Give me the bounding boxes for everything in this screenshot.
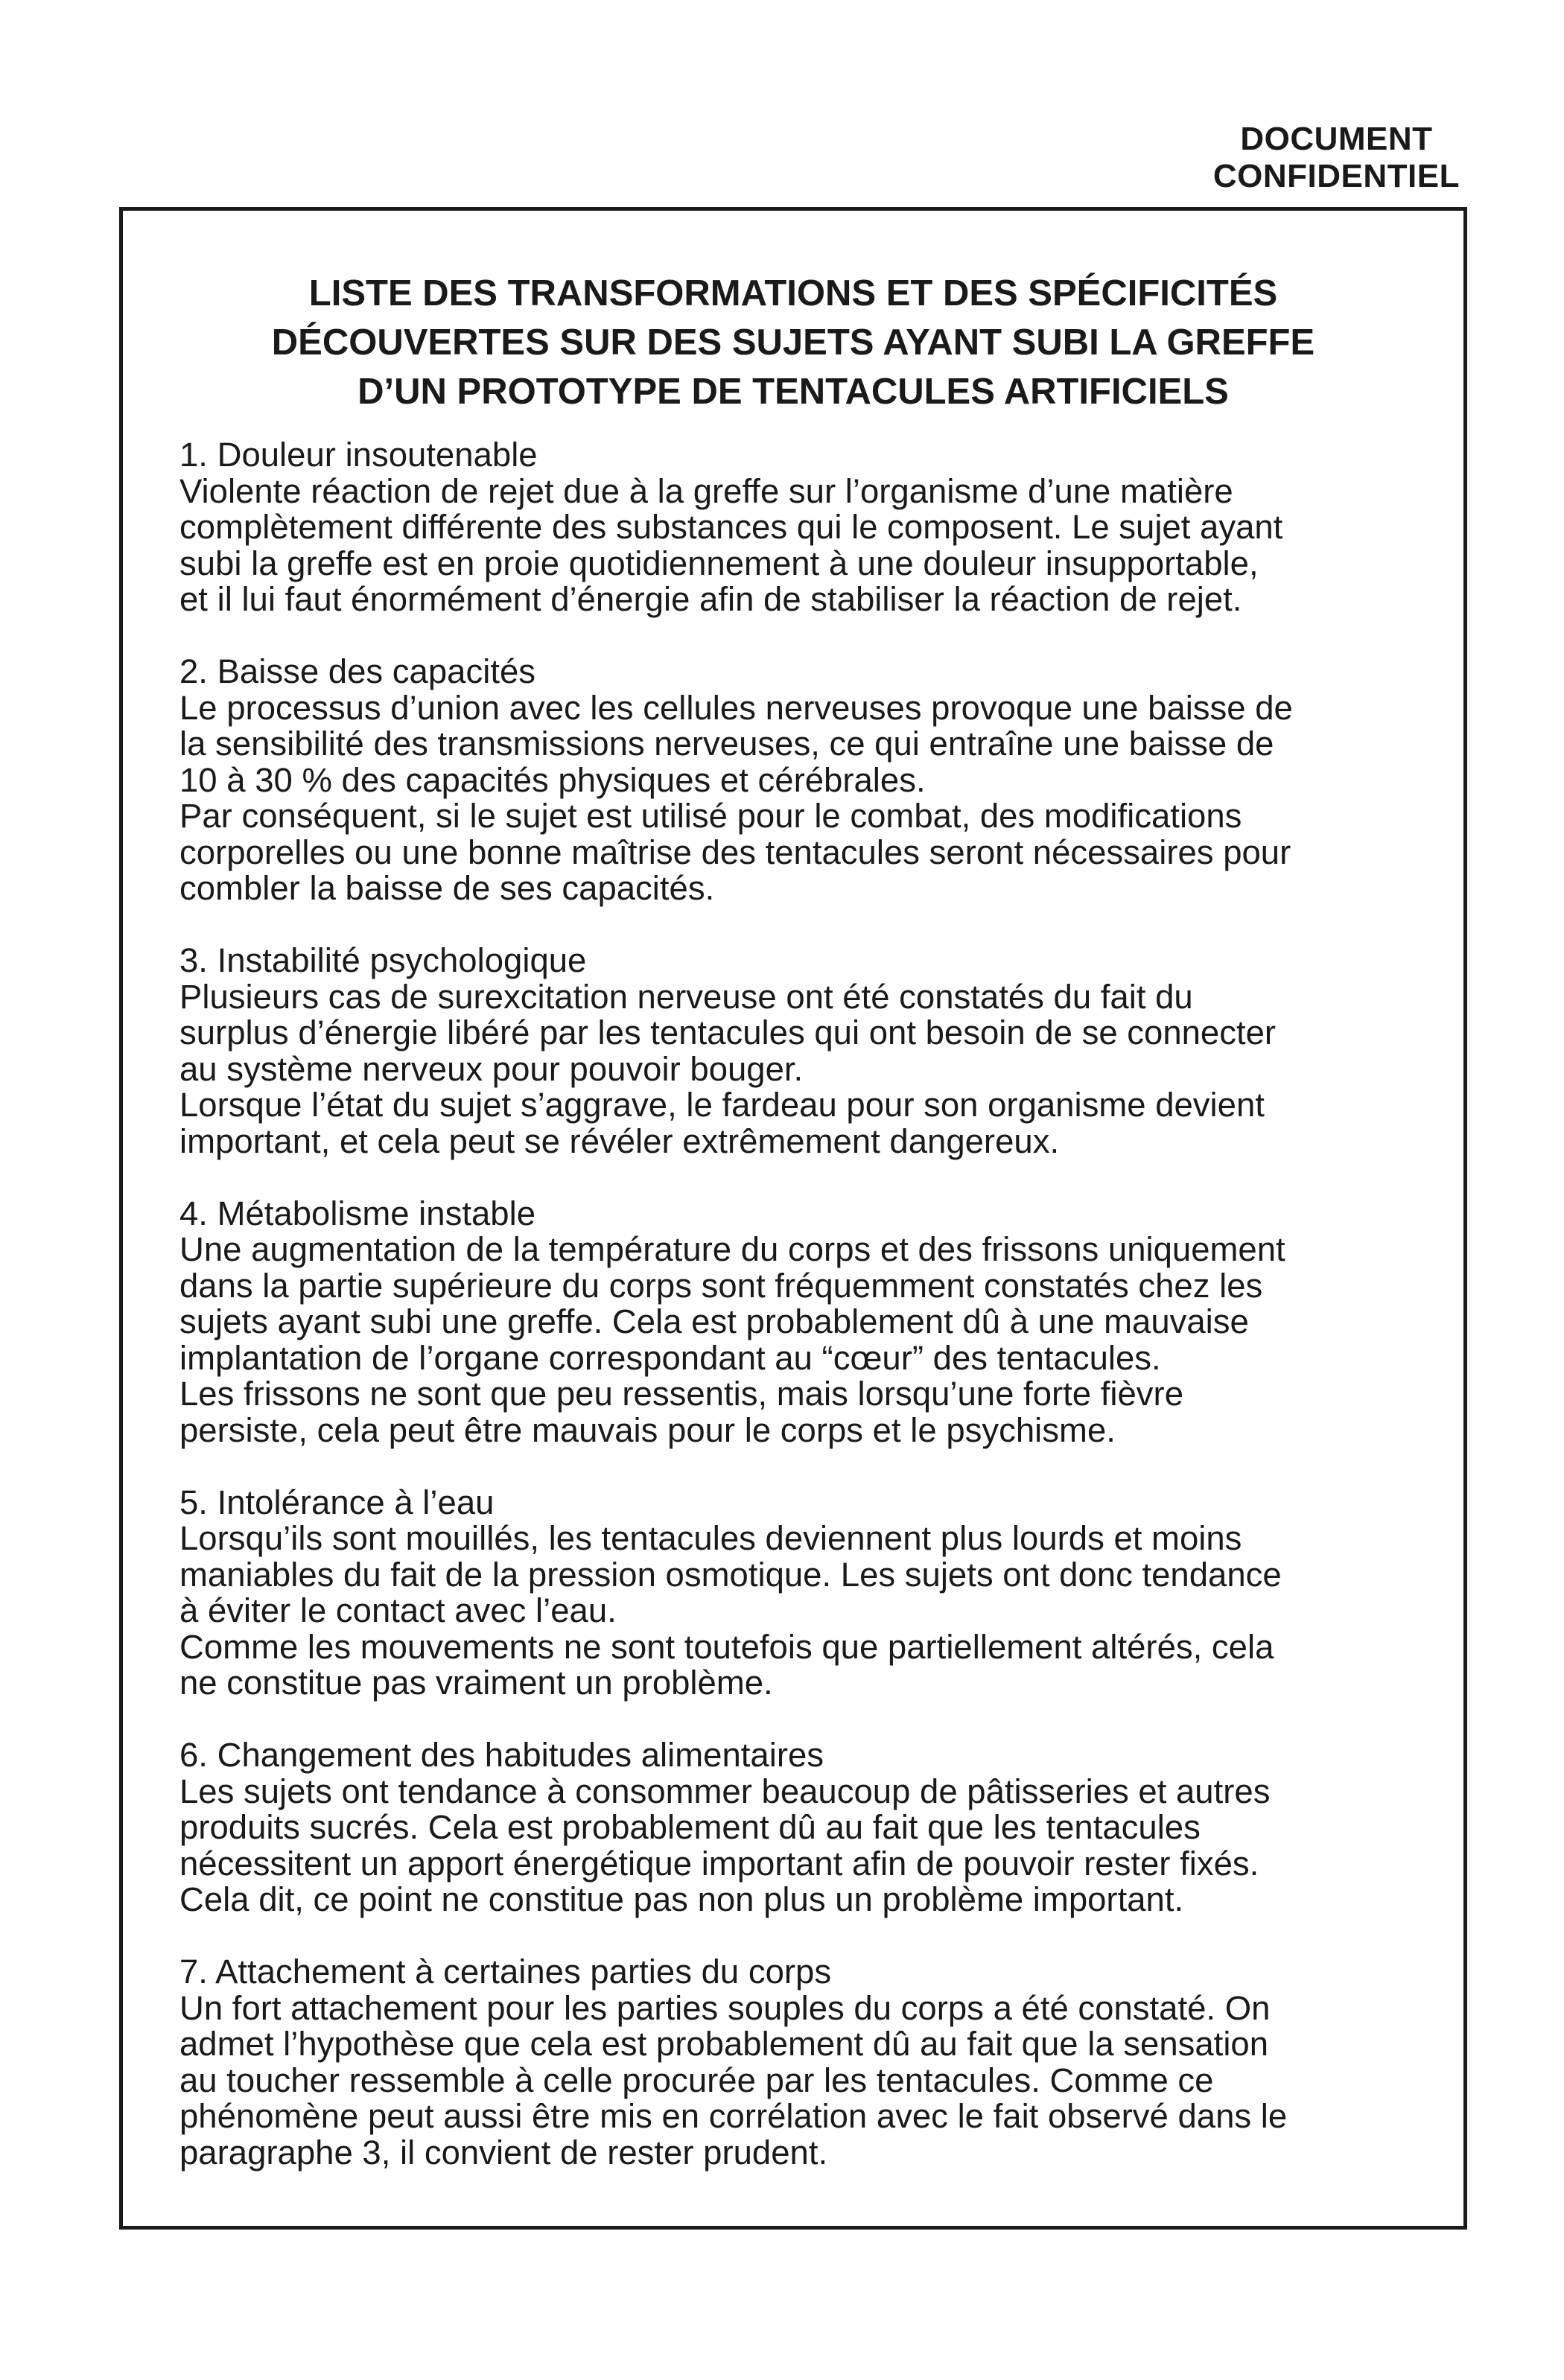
finding-item bbox=[179, 1954, 1419, 2171]
finding-text-line: phénomène peut aussi être mis en corrélation avec le fait observé dans le bbox=[179, 2097, 1288, 2135]
finding-text-line: complètement différente des substances qui le composent. Le sujet ayant bbox=[179, 508, 1283, 546]
finding-text-line: sujets ayant subi une greffe. Cela est probablement dû à une mauvaise bbox=[179, 1302, 1249, 1340]
finding-heading: 5. Intolérance à l’eau bbox=[179, 1483, 495, 1521]
finding-text-line: important, et cela peut se révéler extrêmement dangereux. bbox=[179, 1121, 1060, 1160]
finding-text-line: Les sujets ont tendance à consommer beaucoup de pâtisseries et autres bbox=[179, 1772, 1271, 1810]
finding-text-line: au toucher ressemble à celle procurée par les tentacules. Comme ce bbox=[179, 2061, 1214, 2099]
finding-text-line: Violente réaction de rejet due à la greffe sur l’organisme d’une matière bbox=[179, 471, 1233, 510]
confidential-label-line: CONFIDENTIEL bbox=[1212, 158, 1460, 194]
finding-text-line: Cela dit, ce point ne constitue pas non plus un problème important. bbox=[179, 1880, 1184, 1918]
finding-item bbox=[179, 943, 1419, 1159]
document-title bbox=[123, 269, 1463, 416]
finding-text-line: 10 à 30 % des capacités physiques et cérébrales. bbox=[179, 760, 926, 799]
findings-list bbox=[179, 437, 1419, 2207]
finding-heading: 3. Instabilité psychologique bbox=[179, 941, 587, 979]
finding-text-line: Un fort attachement pour les parties souples du corps a été constaté. On bbox=[179, 1988, 1271, 2027]
title-line: DÉCOUVERTES SUR DES SUJETS AYANT SUBI LA GREFFE bbox=[271, 322, 1315, 363]
finding-item bbox=[179, 1196, 1419, 1449]
finding-heading: 7. Attachement à certaines parties du corps bbox=[179, 1953, 832, 1991]
finding-text-line: nécessitent un apport énergétique important afin de pouvoir rester fixés. bbox=[179, 1844, 1259, 1883]
finding-text-line: Par conséquent, si le sujet est utilisé pour le combat, des modifications bbox=[179, 797, 1242, 835]
finding-text-line: admet l’hypothèse que cela est probablement dû au fait que la sensation bbox=[179, 2025, 1269, 2063]
finding-item bbox=[179, 437, 1419, 618]
finding-text-line: Lorsque l’état du sujet s’aggrave, le fardeau pour son organisme devient bbox=[179, 1086, 1265, 1124]
finding-text-line: Les frissons ne sont que peu ressentis, mais lorsqu’une forte fièvre bbox=[179, 1375, 1184, 1413]
finding-text-line: persiste, cela peut être mauvais pour le corps et le psychisme. bbox=[179, 1410, 1116, 1449]
document-frame bbox=[119, 207, 1467, 2230]
finding-text-line: produits sucrés. Cela est probablement dû au fait que les tentacules bbox=[179, 1808, 1201, 1846]
finding-item bbox=[179, 654, 1419, 907]
finding-text-line: paragraphe 3, il convient de rester prudent. bbox=[179, 2133, 828, 2171]
confidential-label bbox=[1213, 121, 1460, 195]
finding-text-line: à éviter le contact avec l’eau. bbox=[179, 1591, 617, 1629]
finding-text-line: Plusieurs cas de surexcitation nerveuse ont été constatés du fait du bbox=[179, 977, 1193, 1016]
finding-text-line: Comme les mouvements ne sont toutefois que partiellement altérés, cela bbox=[179, 1627, 1274, 1666]
finding-heading: 1. Douleur insoutenable bbox=[179, 436, 538, 474]
finding-text-line: Le processus d’union avec les cellules nerveuses provoque une baisse de bbox=[179, 688, 1293, 727]
finding-text-line: Lorsqu’ils sont mouillés, les tentacules deviennent plus lourds et moins bbox=[179, 1519, 1242, 1557]
finding-text-line: subi la greffe est en proie quotidiennement à une douleur insupportable, bbox=[179, 544, 1259, 582]
title-line: D’UN PROTOTYPE DE TENTACULES ARTIFICIELS bbox=[357, 372, 1229, 412]
finding-text-line: la sensibilité des transmissions nerveuses, ce qui entraîne une baisse de bbox=[179, 725, 1274, 763]
finding-text-line: corporelles ou une bonne maîtrise des tentacules seront nécessaires pour bbox=[179, 833, 1291, 871]
finding-text-line: au système nerveux pour pouvoir bouger. bbox=[179, 1049, 804, 1088]
finding-item bbox=[179, 1485, 1419, 1702]
finding-item bbox=[179, 1737, 1419, 1918]
finding-text-line: et il lui faut énormément d’énergie afin de stabiliser la réaction de rejet. bbox=[179, 580, 1242, 618]
finding-text-line: Une augmentation de la température du corps et des frissons uniquement bbox=[179, 1230, 1285, 1268]
finding-text-line: ne constitue pas vraiment un problème. bbox=[179, 1664, 773, 1702]
finding-text-line: maniables du fait de la pression osmotique. Les sujets ont donc tendance bbox=[179, 1555, 1282, 1594]
finding-heading: 6. Changement des habitudes alimentaires bbox=[179, 1736, 824, 1774]
finding-heading: 2. Baisse des capacités bbox=[179, 652, 536, 690]
finding-text-line: surplus d’énergie libéré par les tentacules qui ont besoin de se connecter bbox=[179, 1014, 1277, 1051]
finding-heading: 4. Métabolisme instable bbox=[179, 1194, 535, 1232]
title-line: LISTE DES TRANSFORMATIONS ET DES SPÉCIFICITÉS bbox=[308, 273, 1278, 314]
confidential-label-line: DOCUMENT bbox=[1240, 121, 1433, 157]
finding-text-line: implantation de l’organe correspondant au “cœur” des tentacules. bbox=[179, 1338, 1161, 1377]
finding-text-line: combler la baisse de ses capacités. bbox=[179, 869, 715, 907]
finding-text-line: dans la partie supérieure du corps sont fréquemment constatés chez les bbox=[179, 1266, 1263, 1305]
